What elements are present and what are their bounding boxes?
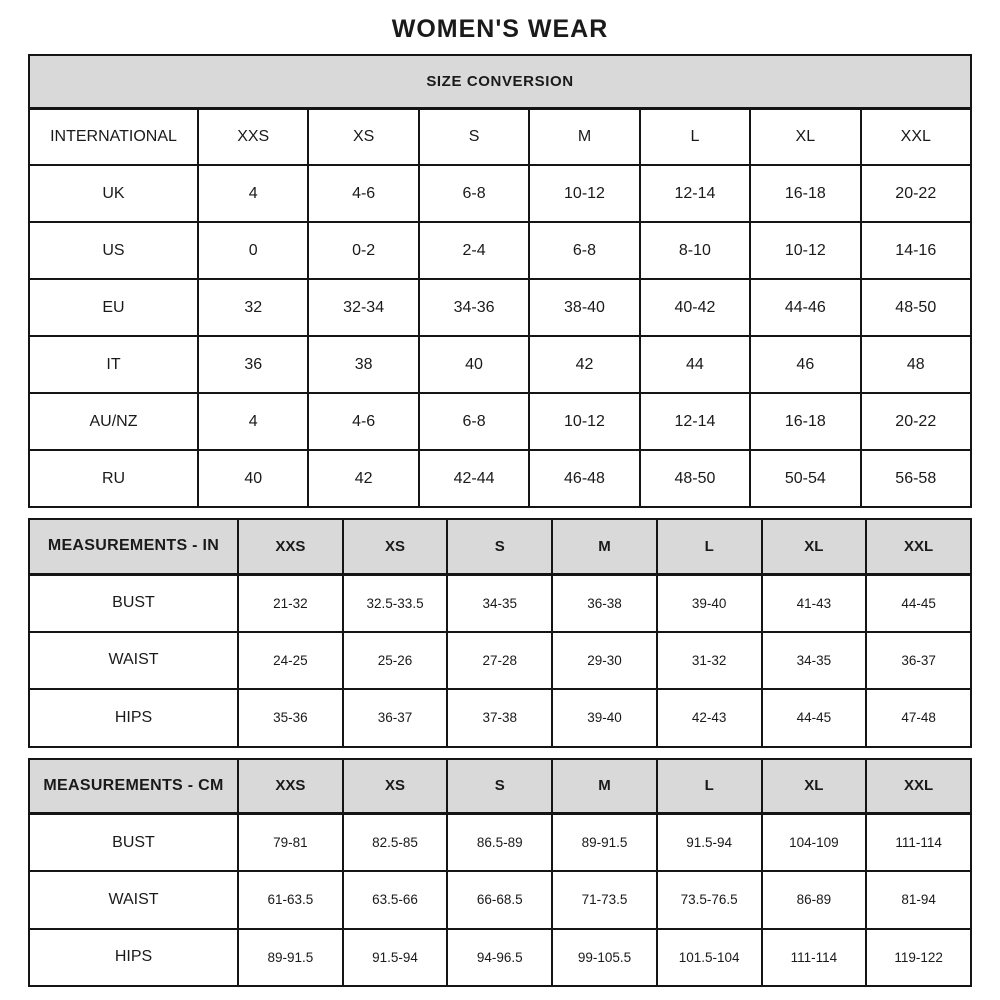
- column-header-xxs: XXS: [238, 519, 343, 574]
- table-cell: 12-14: [640, 393, 750, 450]
- table-row: [29, 165, 971, 222]
- row-label: EU: [29, 279, 198, 336]
- column-header-s: S: [447, 519, 552, 574]
- table-cell: 42: [529, 336, 639, 393]
- table-cell: 21-32: [238, 574, 343, 632]
- column-header-xxl: XXL: [861, 108, 971, 165]
- table-cell: 6-8: [419, 393, 529, 450]
- table-cell: 25-26: [343, 632, 448, 690]
- table-cell: 4: [198, 165, 308, 222]
- table-cell: 56-58: [861, 450, 971, 507]
- column-header-xs: XS: [343, 759, 448, 814]
- table-cell: 27-28: [447, 632, 552, 690]
- table-cell: 104-109: [762, 814, 867, 872]
- table-cell: 91.5-94: [657, 814, 762, 872]
- table-cell: 40-42: [640, 279, 750, 336]
- table-cell: 47-48: [866, 689, 971, 747]
- table-cell: 101.5-104: [657, 929, 762, 987]
- table-cell: 99-105.5: [552, 929, 657, 987]
- size-conversion-head: [29, 55, 971, 165]
- column-header-s: S: [447, 759, 552, 814]
- row-label: BUST: [29, 574, 238, 632]
- column-header-m: M: [552, 519, 657, 574]
- table-cell: 32: [198, 279, 308, 336]
- column-header-row: [29, 519, 971, 574]
- measurements-cm-head: [29, 759, 971, 814]
- table-row: [29, 279, 971, 336]
- table-cell: 38-40: [529, 279, 639, 336]
- table-row: [29, 336, 971, 393]
- table-cell: 42: [308, 450, 418, 507]
- table-cell: 41-43: [762, 574, 867, 632]
- table-cell: 89-91.5: [552, 814, 657, 872]
- size-conversion-body: [29, 165, 971, 507]
- table-cell: 34-36: [419, 279, 529, 336]
- table-cell: 86-89: [762, 871, 867, 929]
- row-label: HIPS: [29, 929, 238, 987]
- table-cell: 38: [308, 336, 418, 393]
- table-cell: 10-12: [529, 165, 639, 222]
- column-header-s: S: [419, 108, 529, 165]
- column-header-m: M: [552, 759, 657, 814]
- table-title: MEASUREMENTS - IN: [29, 519, 238, 574]
- table-title-row: [29, 55, 971, 108]
- table-cell: 50-54: [750, 450, 860, 507]
- row-label: US: [29, 222, 198, 279]
- measurements-in-table: [28, 518, 972, 748]
- row-label: AU/NZ: [29, 393, 198, 450]
- table-cell: 40: [419, 336, 529, 393]
- table-row: [29, 632, 971, 690]
- table-cell: 44-45: [762, 689, 867, 747]
- table-cell: 89-91.5: [238, 929, 343, 987]
- size-conversion-table: [28, 54, 972, 508]
- table-cell: 42-43: [657, 689, 762, 747]
- table-cell: 79-81: [238, 814, 343, 872]
- table-cell: 31-32: [657, 632, 762, 690]
- table-cell: 63.5-66: [343, 871, 448, 929]
- table-cell: 16-18: [750, 393, 860, 450]
- table-cell: 6-8: [529, 222, 639, 279]
- table-cell: 119-122: [866, 929, 971, 987]
- table-cell: 10-12: [529, 393, 639, 450]
- table-cell: 73.5-76.5: [657, 871, 762, 929]
- row-header-international: INTERNATIONAL: [29, 108, 198, 165]
- column-header-xxl: XXL: [866, 759, 971, 814]
- table-cell: 2-4: [419, 222, 529, 279]
- table-cell: 40: [198, 450, 308, 507]
- table-cell: 37-38: [447, 689, 552, 747]
- table-cell: 34-35: [447, 574, 552, 632]
- row-label: HIPS: [29, 689, 238, 747]
- row-label: IT: [29, 336, 198, 393]
- measurements-cm-body: [29, 814, 971, 987]
- table-cell: 8-10: [640, 222, 750, 279]
- table-cell: 71-73.5: [552, 871, 657, 929]
- table-cell: 0: [198, 222, 308, 279]
- table-cell: 6-8: [419, 165, 529, 222]
- column-header-l: L: [657, 519, 762, 574]
- table-row: [29, 814, 971, 872]
- table-cell: 29-30: [552, 632, 657, 690]
- table-cell: 4-6: [308, 165, 418, 222]
- table-row: [29, 871, 971, 929]
- column-header-xxs: XXS: [198, 108, 308, 165]
- column-header-xs: XS: [308, 108, 418, 165]
- table-row: [29, 574, 971, 632]
- table-cell: 4-6: [308, 393, 418, 450]
- table-cell: 20-22: [861, 393, 971, 450]
- table-cell: 48: [861, 336, 971, 393]
- table-cell: 46-48: [529, 450, 639, 507]
- row-label: BUST: [29, 814, 238, 872]
- table-cell: 32-34: [308, 279, 418, 336]
- column-header-l: L: [657, 759, 762, 814]
- table-cell: 35-36: [238, 689, 343, 747]
- table-title: MEASUREMENTS - CM: [29, 759, 238, 814]
- table-cell: 36-37: [343, 689, 448, 747]
- table-row: [29, 689, 971, 747]
- column-header-row: [29, 108, 971, 165]
- column-header-xl: XL: [750, 108, 860, 165]
- table-cell: 24-25: [238, 632, 343, 690]
- table-row: [29, 393, 971, 450]
- table-cell: 20-22: [861, 165, 971, 222]
- table-cell: 12-14: [640, 165, 750, 222]
- table-row: [29, 929, 971, 987]
- table-cell: 48-50: [861, 279, 971, 336]
- table-row: [29, 450, 971, 507]
- table-cell: 39-40: [552, 689, 657, 747]
- table-cell: 39-40: [657, 574, 762, 632]
- table-cell: 44-46: [750, 279, 860, 336]
- table-cell: 36-37: [866, 632, 971, 690]
- table-cell: 81-94: [866, 871, 971, 929]
- table-cell: 86.5-89: [447, 814, 552, 872]
- table-cell: 36: [198, 336, 308, 393]
- column-header-xl: XL: [762, 759, 867, 814]
- table-cell: 32.5-33.5: [343, 574, 448, 632]
- table-title: SIZE CONVERSION: [29, 55, 971, 108]
- measurements-in-body: [29, 574, 971, 747]
- table-cell: 4: [198, 393, 308, 450]
- table-cell: 48-50: [640, 450, 750, 507]
- measurements-in-head: [29, 519, 971, 574]
- table-cell: 44: [640, 336, 750, 393]
- column-header-m: M: [529, 108, 639, 165]
- table-cell: 66-68.5: [447, 871, 552, 929]
- table-cell: 82.5-85: [343, 814, 448, 872]
- column-header-xxl: XXL: [866, 519, 971, 574]
- row-label: RU: [29, 450, 198, 507]
- table-cell: 34-35: [762, 632, 867, 690]
- column-header-xs: XS: [343, 519, 448, 574]
- table-cell: 0-2: [308, 222, 418, 279]
- row-label: UK: [29, 165, 198, 222]
- column-header-l: L: [640, 108, 750, 165]
- table-cell: 111-114: [866, 814, 971, 872]
- table-cell: 61-63.5: [238, 871, 343, 929]
- table-cell: 42-44: [419, 450, 529, 507]
- table-cell: 46: [750, 336, 860, 393]
- table-cell: 36-38: [552, 574, 657, 632]
- row-label: WAIST: [29, 871, 238, 929]
- column-header-xxs: XXS: [238, 759, 343, 814]
- row-label: WAIST: [29, 632, 238, 690]
- table-cell: 14-16: [861, 222, 971, 279]
- table-cell: 44-45: [866, 574, 971, 632]
- table-cell: 111-114: [762, 929, 867, 987]
- measurements-cm-table: [28, 758, 972, 988]
- column-header-row: [29, 759, 971, 814]
- page-title: WOMEN'S WEAR: [391, 15, 609, 43]
- column-header-xl: XL: [762, 519, 867, 574]
- table-row: [29, 222, 971, 279]
- table-cell: 10-12: [750, 222, 860, 279]
- table-cell: 94-96.5: [447, 929, 552, 987]
- table-cell: 16-18: [750, 165, 860, 222]
- table-cell: 91.5-94: [343, 929, 448, 987]
